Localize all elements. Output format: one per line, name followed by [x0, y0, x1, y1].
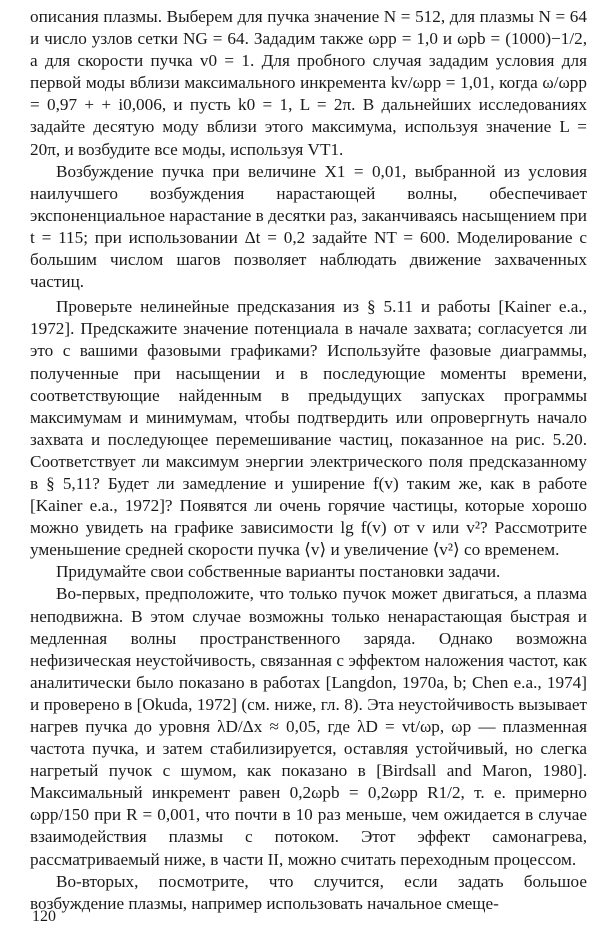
paragraph-3: Проверьте нелинейные предсказания из § 5.11 и работы [Kainer е.а., 1972]. Предскажите значение потенциала в начале захвата; согласуется ли это с вашими фазовыми графиками? Используйте фазовые диаграммы, полученные при насыщении и в последующие моменты времени, соответствующие найденным в предыдущих запусках программы максимумам и минимумам, чтобы подтвердить или опровергнуть начало захвата и последующее перемешивание частиц, показанное на рис. 5.20. Соответствует ли максимум энергии электрического поля предсказанному в § 5,11? Будет ли замедление и уширение f(v) таким же, как в работе [Kainer е.а., 1972]? Появятся ли очень горячие частицы, которые хорошо можно увидеть на графике зависимости lg f(v) от v или v²? Рассмотрите уменьшение средней скорости пучка ⟨v⟩ и увеличение ⟨v²⟩ со временем. [30, 297, 587, 560]
page-number: 120 [32, 908, 56, 925]
page-body [30, 6, 587, 915]
paragraph-2: Возбуждение пучка при величине X1 = 0,01, выбранной из условия наилучшего возбуждения нарастающей волны, обеспечивает экспоненциальное нарастание в десятки раз, заканчиваясь насыщением при t = 115; при использовании Δt = 0,2 задайте NT = 600. Моделирование с большим числом шагов позволяет наблюдать движение захваченных частиц. [30, 161, 587, 292]
paragraph-4: Придумайте свои собственные варианты постановки задачи. [56, 562, 501, 582]
paragraph-5: Во-первых, предположите, что только пучок может двигаться, а плазма неподвижна. В этом случае возможны только ненарастающая быстрая и медленная волны пространственного заряда. Однако возможна нефизическая неустойчивость, связанная с эффектом наложения частот, как аналитически было показано в работах [Langdon, 1970a, b; Chen е.а., 1974] и проверено в [Okuda, 1972] (см. ниже, гл. 8). Эта неустойчивость вызывает нагрев пучка до уровня λD/Δx ≈ 0,05, где λD = vt/ωp, ωp — плазменная частота пучка, и затем стабилизируется, оставляя устойчивый, но слегка нагретый пучок с шумом, как показано в [Birdsall and Maron, 1980]. Максимальный инкремент равен 0,2ωpb = 0,2ωpp R1/2, т. е. примерно ωpp/150 при R = 0,001, что почти в 10 раз меньше, чем ожидается в случае взаимодействия плазмы с потоком. Этот эффект самонагрева, рассматриваемый ниже, в части II, можно считать переходным процессом. [30, 584, 587, 869]
paragraph-6: Во-вторых, посмотрите, что случится, если задать большое возбуждение плазмы, например использовать начальное смеще- [30, 871, 587, 913]
paragraph-1: описания плазмы. Выберем для пучка значение N = 512, для плазмы N = 64 и число узлов сетки NG = 64. Зададим также ωpp = 1,0 и ωpb = (1000)−1/2, а для скорости пучка v0 = 1. Для пробного случая зададим условия для первой моды вблизи максимального инкремента kv/ωpp = 1,01, когда ω/ωpp = 0,97 + + i0,006, и пусть k0 = 1, L = 2π. В дальнейших исследованиях задайте десятую моду вблизи этого максимума, используя значение L = 20π, и возбудите все моды, используя VT1. [30, 7, 587, 159]
